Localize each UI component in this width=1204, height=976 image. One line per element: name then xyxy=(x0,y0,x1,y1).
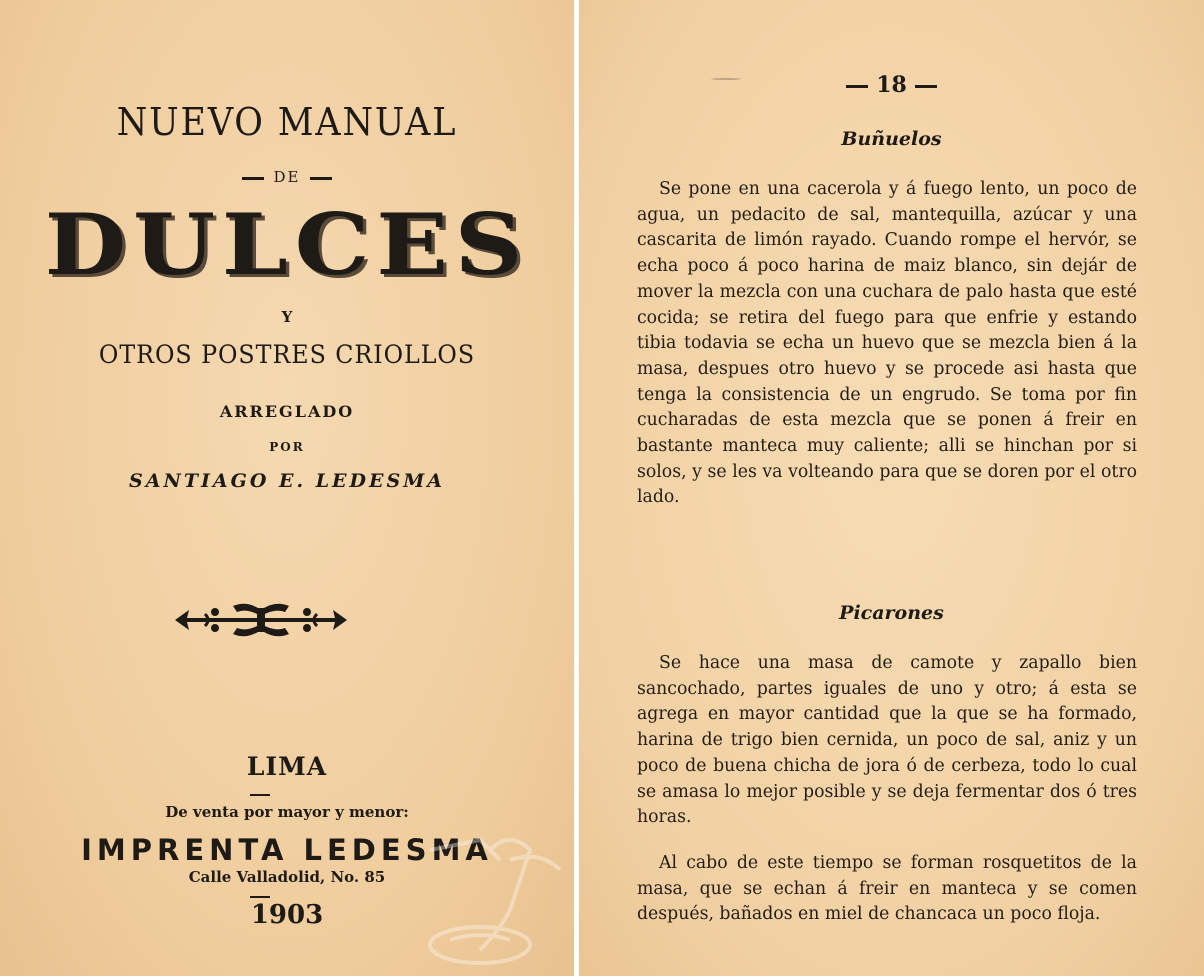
recipe-text-picarones-1 xyxy=(637,651,1137,831)
section-heading-bunuelos: Buñuelos xyxy=(841,128,942,150)
cover-subtitle: OTROS POSTRES CRIOLLOS xyxy=(98,340,476,369)
cover-page xyxy=(0,0,574,976)
section-heading-picarones: Picarones xyxy=(839,602,944,624)
cover-title-y: Y xyxy=(281,308,293,326)
recipe-text-picarones-1-body: Se hace una masa de camote y zapallo bien sancochado, partes iguales de uno y otro; á esta se agrega en mayor cantidad que la que se ha formado, harina de trigo bien cernida, un poco de sal, aniz y un poco de buena chicha de jora ó de cerbeza, todo lo cual se amasa lo mejor posible y se deja fermentar dos ó tres horas. xyxy=(637,653,1137,828)
page-number-text: 18 xyxy=(876,72,907,98)
recipe-page xyxy=(579,0,1204,976)
cover-address: Calle Valladolid, No. 85 xyxy=(188,868,386,886)
angel-watermark-icon xyxy=(410,820,570,970)
divider xyxy=(250,896,270,898)
cover-venta: De venta por mayor y menor: xyxy=(165,803,409,821)
cover-title-de xyxy=(0,168,574,186)
recipe-text-bunuelos xyxy=(637,177,1137,511)
recipe-text-picarones-2 xyxy=(637,851,1137,928)
recipe-text-picarones-2-body: Al cabo de este tiempo se forman rosquetitos de la masa, que se echan á freir en manteca y se comen después, bañados en miel de chancaca un poco floja. xyxy=(637,853,1137,925)
divider xyxy=(250,794,270,796)
recipe-text-bunuelos-body: Se pone en una cacerola y á fuego lento, un poco de agua, un pedacito de sal, mantequilla, azúcar y una cascarita de limón rayado. Cuando rompe el hervór, se echa poco á poco harina de maiz blanco, sin dejár de mover la mezcla con una cuchara de palo hasta que esté cocida; se retira del fuego para que enfrie y estando tibia todavia se echa un huevo que se mezcla bien á la masa, despues otro huevo y se procede asi hasta que tenga la consistencia de un engrudo. Se toma por fin cucharadas de esta mezcla que se ponen á freir en bastante manteca muy caliente; alli se hinchan por si solos, y se les va volteando para que se doren por el otro lado. xyxy=(637,179,1137,508)
cover-title-top: NUEVO MANUAL xyxy=(116,100,458,144)
cover-arreglado: ARREGLADO xyxy=(219,402,355,421)
cover-publisher: IMPRENTA LEDESMA xyxy=(81,833,493,867)
cover-title-main: DULCES xyxy=(44,195,530,294)
ornament-icon xyxy=(175,598,347,642)
cover-year: 1903 xyxy=(250,900,324,930)
cover-author: SANTIAGO E. LEDESMA xyxy=(129,470,445,492)
cover-de-text: DE xyxy=(273,168,301,186)
cover-city: LIMA xyxy=(246,752,328,781)
page-number xyxy=(579,72,1204,98)
cover-por: POR xyxy=(269,440,305,454)
